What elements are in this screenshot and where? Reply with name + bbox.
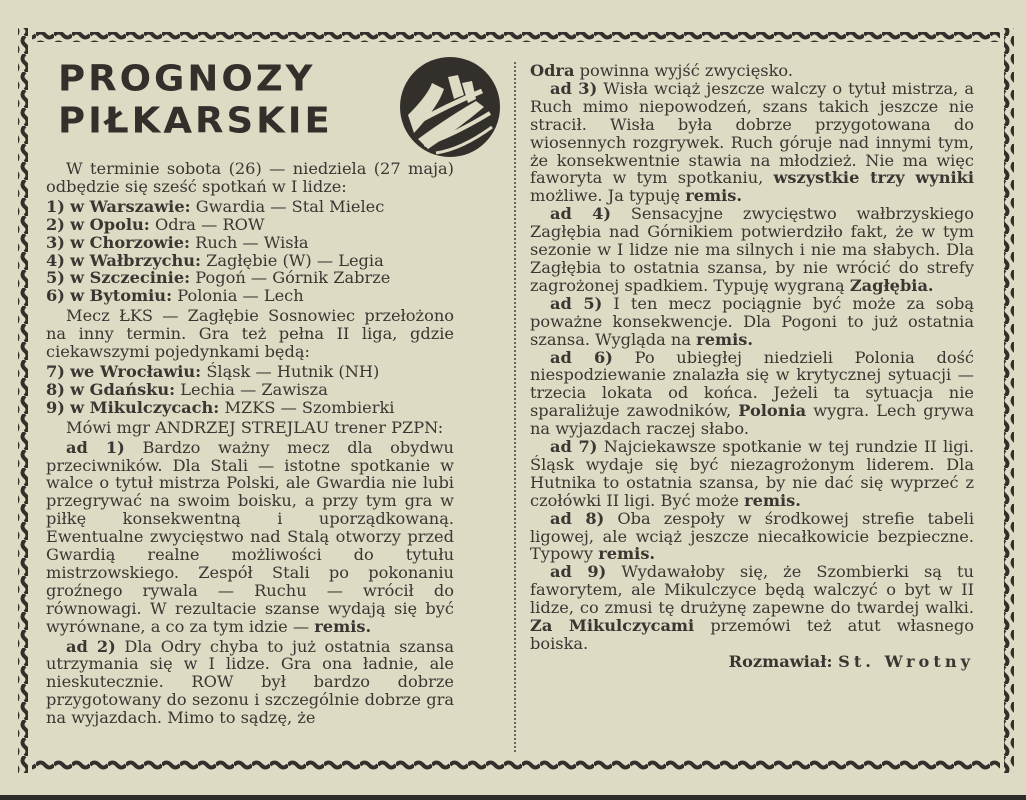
comment-ad6: ad 6) Po ubiegłej niedzieli Polonia dość niespodziewanie znalazła się w krytycznej sytuacji — trzecia lokata od końca. Jeżeli ta sytuacja nie sparaliżuje zawodników, Polonia wygra. Lech grywa na wyjazdach raczej słabo. bbox=[530, 347, 974, 439]
match-item: 4) w Wałbrzychu: Zagłębie (W) — Legia bbox=[46, 250, 384, 270]
football-icon bbox=[398, 55, 502, 159]
title-line-1: PROGNOZY bbox=[58, 58, 316, 99]
match-item: 3) w Chorzowie: Ruch — Wisła bbox=[46, 232, 309, 252]
page-edge bbox=[0, 795, 1026, 800]
byline bbox=[530, 653, 974, 671]
byline-author: St. Wrotny bbox=[838, 651, 974, 671]
match-item: 9) w Mikulczycach: MZKS — Szombierki bbox=[46, 397, 395, 417]
speaker-paragraph: Mówi mgr ANDRZEJ STREJLAU trener PZPN: bbox=[66, 417, 444, 437]
match-item: 2) w Opolu: Odra — ROW bbox=[46, 214, 265, 234]
match-item: 6) w Bytomiu: Polonia — Lech bbox=[46, 286, 304, 306]
comment-ad2-part2: Odra powinna wyjść zwycięsko. bbox=[530, 61, 793, 80]
league2-match-list bbox=[46, 363, 454, 417]
intro-paragraph: W terminie sobota (26) — niedziela (27 maja) odbędzie się sześć spotkań w I lidze: bbox=[46, 159, 454, 196]
comment-ad3: ad 3) Wisła wciąż jeszcze walczy o tytuł mistrza, a Ruch mimo niepowodzeń, szans takich jeszcze nie stracił. Wisła była dobrze przygotowana do wiosennych rozgrywek. Ruch góruje nad innymi tym, że konsekwentnie stawia na młodzież. Nie ma więc faworyta w tym spotkaniu, wszystkie trzy wyniki możliwe. Ja typuję remis. bbox=[530, 78, 974, 206]
comment-ad9: ad 9) Wydawałoby się, że Szombierki są tu faworytem, ale Mikulczyce będą walczyć o byt w II lidze, co zmusi tę drużynę zapewne do twardej walki. Za Mikulczycami przemówi też atut własnego boiska. bbox=[530, 562, 974, 653]
comment-ad4: ad 4) Sensacyjne zwycięstwo wałbrzyskiego Zagłębia nad Górnikiem potwierdziło fakt, że w tym sezonie w I lidze nie ma silnych i nie ma słabych. Dla Zagłębia to ostatnia szansa, by nie wrócić do strefy zagrożonej spadkiem. Typuję wygraną Zagłębia. bbox=[530, 204, 975, 295]
comment-ad2-part1: ad 2) Dla Odry chyba to już ostatnia szansa utrzymania się w I lidze. Gra ona ładnie, ale nieskutecznie. ROW był bardzo dobrze przygotowany do sezonu i szczególnie dobrze gra na wyjazdach. Mimo to sądzę, że bbox=[46, 636, 454, 728]
article-title bbox=[58, 58, 333, 142]
match-item: 8) w Gdańsku: Lechia — Zawisza bbox=[46, 379, 328, 399]
comment-ad5: ad 5) I ten mecz pociągnie być może za sobą poważne konsekwencje. Dla Pogoni to już ostatnia szansa. Wygląda na remis. bbox=[530, 293, 974, 349]
byline-label: Rozmawiał: bbox=[728, 651, 833, 671]
left-column bbox=[46, 160, 454, 727]
title-line-2: PIŁKARSKIE bbox=[58, 100, 333, 141]
match-item: 5) w Szczecinie: Pogoń — Górnik Zabrze bbox=[46, 268, 391, 288]
match-item: 7) we Wrocławiu: Śląsk — Hutnik (NH) bbox=[46, 361, 380, 381]
column-divider bbox=[514, 62, 516, 752]
match-item: 1) w Warszawie: Gwardia — Stal Mielec bbox=[46, 196, 385, 216]
comment-ad1: ad 1) Bardzo ważny mecz dla obydwu przeciwników. Dla Stali — istotne spotkanie w walce o tytuł mistrza Polski, ale Gwardia nie lubi przegrywać na swoim boisku, a przy tym gra w piłkę konsekwentną i uporządkowaną. Ewentualne zwycięstwo nad Stalą otworzy przed Gwardią realne możliwości do tytułu mistrzowskiego. Zespół Stali po pokonaniu groźnego rywala — Ruchu — wrócił do równowagi. W rezultacie szanse wydają się być wyrównane, a co za tym idzie — remis. bbox=[46, 437, 454, 636]
comment-ad8: ad 8) Oba zespoły w środkowej strefie tabeli ligowej, ale wciąż jeszcze niecałkowicie bezpieczne. Typowy remis. bbox=[530, 508, 974, 564]
comment-ad7: ad 7) Najciekawsze spotkanie w tej rundzie II ligi. Śląsk wydaje się być niezagrożonym liderem. Dla Hutnika to ostatnia szansa, by nie dać się wyprzeć z czołówki II ligi. Być może remis. bbox=[530, 437, 974, 510]
postponed-paragraph: Mecz ŁKS — Zagłębie Sosnowiec przełożono na inny termin. Gra też pełna II liga, gdzie ciekawszymi pojedynkami będą: bbox=[46, 306, 454, 362]
league1-match-list bbox=[46, 198, 454, 305]
right-column bbox=[530, 62, 974, 671]
